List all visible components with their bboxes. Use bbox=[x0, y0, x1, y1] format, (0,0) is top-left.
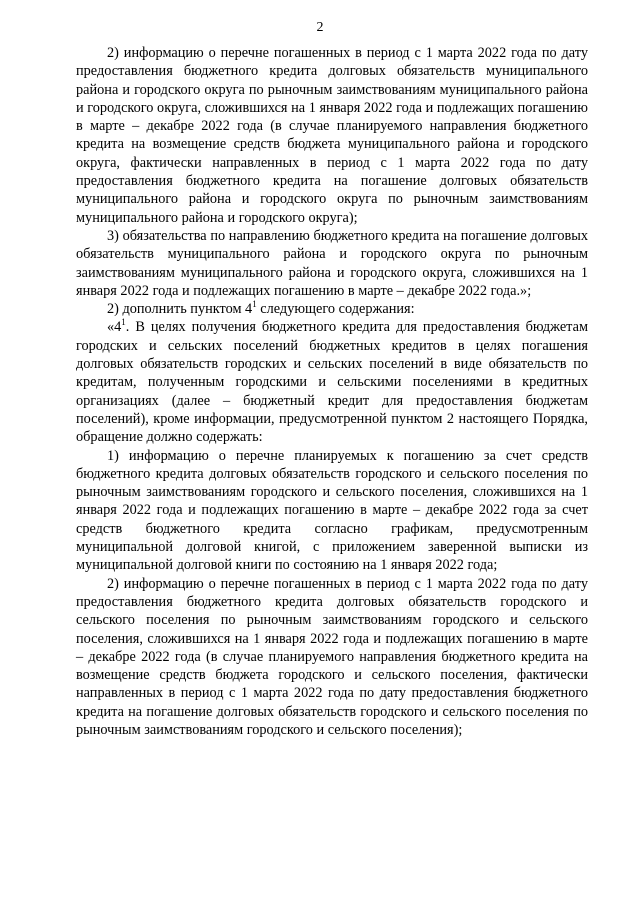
paragraph-clause-4-1 bbox=[76, 318, 588, 446]
paragraph-settlement-item-2: 2) информацию о перечне погашенных в период с 1 марта 2022 года по дату предоставления бюджетного кредита долговых обязательств городского и сельского поселения по рыночным заимствованиям городского и сельского поселения, сложившихся на 1 января 2022 года и подлежащих погашению в марте – декабре 2022 года (в случае планируемого направления бюджетного кредита на возмещение средств бюджета городского и сельского поселения, фактически направленных в период с 1 марта 2022 года по дату предоставления бюджетного кредита на погашение долговых обязательств городского и сельского поселения по рыночным заимствованиям городского и сельского поселения); bbox=[76, 575, 588, 738]
clause-number: «4 bbox=[107, 319, 122, 336]
document-body bbox=[76, 44, 588, 739]
clause-text: . В целях получения бюджетного кредита для предоставления бюджетам городских и сельских поселений бюджетных кредитов в целях погашения долговых обязательств городских и сельских поселений в виде обязательств по кредитам, полученным городскими и сельскими поселениями в кредитных организациях (далее – бюджетный кредит для предоставления бюджетам поселений), кроме информации, предусмотренной пунктом 2 настоящего Порядка, обращение должно содержать: bbox=[76, 319, 588, 446]
paragraph-settlement-item-1: 1) информацию о перечне планируемых к погашению за счет средств бюджетного кредита долговых обязательств городского и сельского поселения по рыночным заимствованиям городского и сельского поселения, сложившихся на 1 января 2022 года и подлежащих погашению в марте – декабре 2022 года за счет средств бюджетного кредита согласно графикам, предусмотренным муниципальной долговой книгой, с приложением заверенной выписки из муниципальной долговой книги по состоянию на 1 января 2022 года; bbox=[76, 447, 588, 574]
superscript-marker: 1 bbox=[252, 299, 257, 310]
superscript-marker: 1 bbox=[121, 317, 126, 328]
paragraph-item-2-reimbursement: 2) информацию о перечне погашенных в период с 1 марта 2022 года по дату предоставления бюджетного кредита долговых обязательств муниципального района и городского округа по рыночным заимствованиям муниципального района и городского округа, сложившихся на 1 января 2022 года и подлежащих погашению в марте – декабре 2022 года (в случае планируемого направления бюджетного кредита на возмещение средств бюджета муниципального района и городского округа, фактически направленных в период с 1 марта 2022 года по дату предоставления бюджетного кредита на погашение долговых обязательств муниципального района и городского округа по рыночным заимствованиям муниципального района и городского округа); bbox=[76, 45, 588, 226]
amendment-intro-text-end: следующего содержания: bbox=[256, 301, 415, 318]
paragraph-item-3-obligations: 3) обязательства по направлению бюджетного кредита на погашение долговых обязательств муниципального района и городского округа по рыночным заимствованиям муниципального района и городского округа, сложившихся на 1 января 2022 года и подлежащих погашению в марте – декабре 2022 года.»; bbox=[76, 227, 588, 299]
paragraph-amendment-intro bbox=[76, 300, 588, 318]
page-number: 2 bbox=[316, 20, 324, 35]
amendment-intro-text: 2) дополнить пунктом 4 bbox=[107, 301, 253, 318]
